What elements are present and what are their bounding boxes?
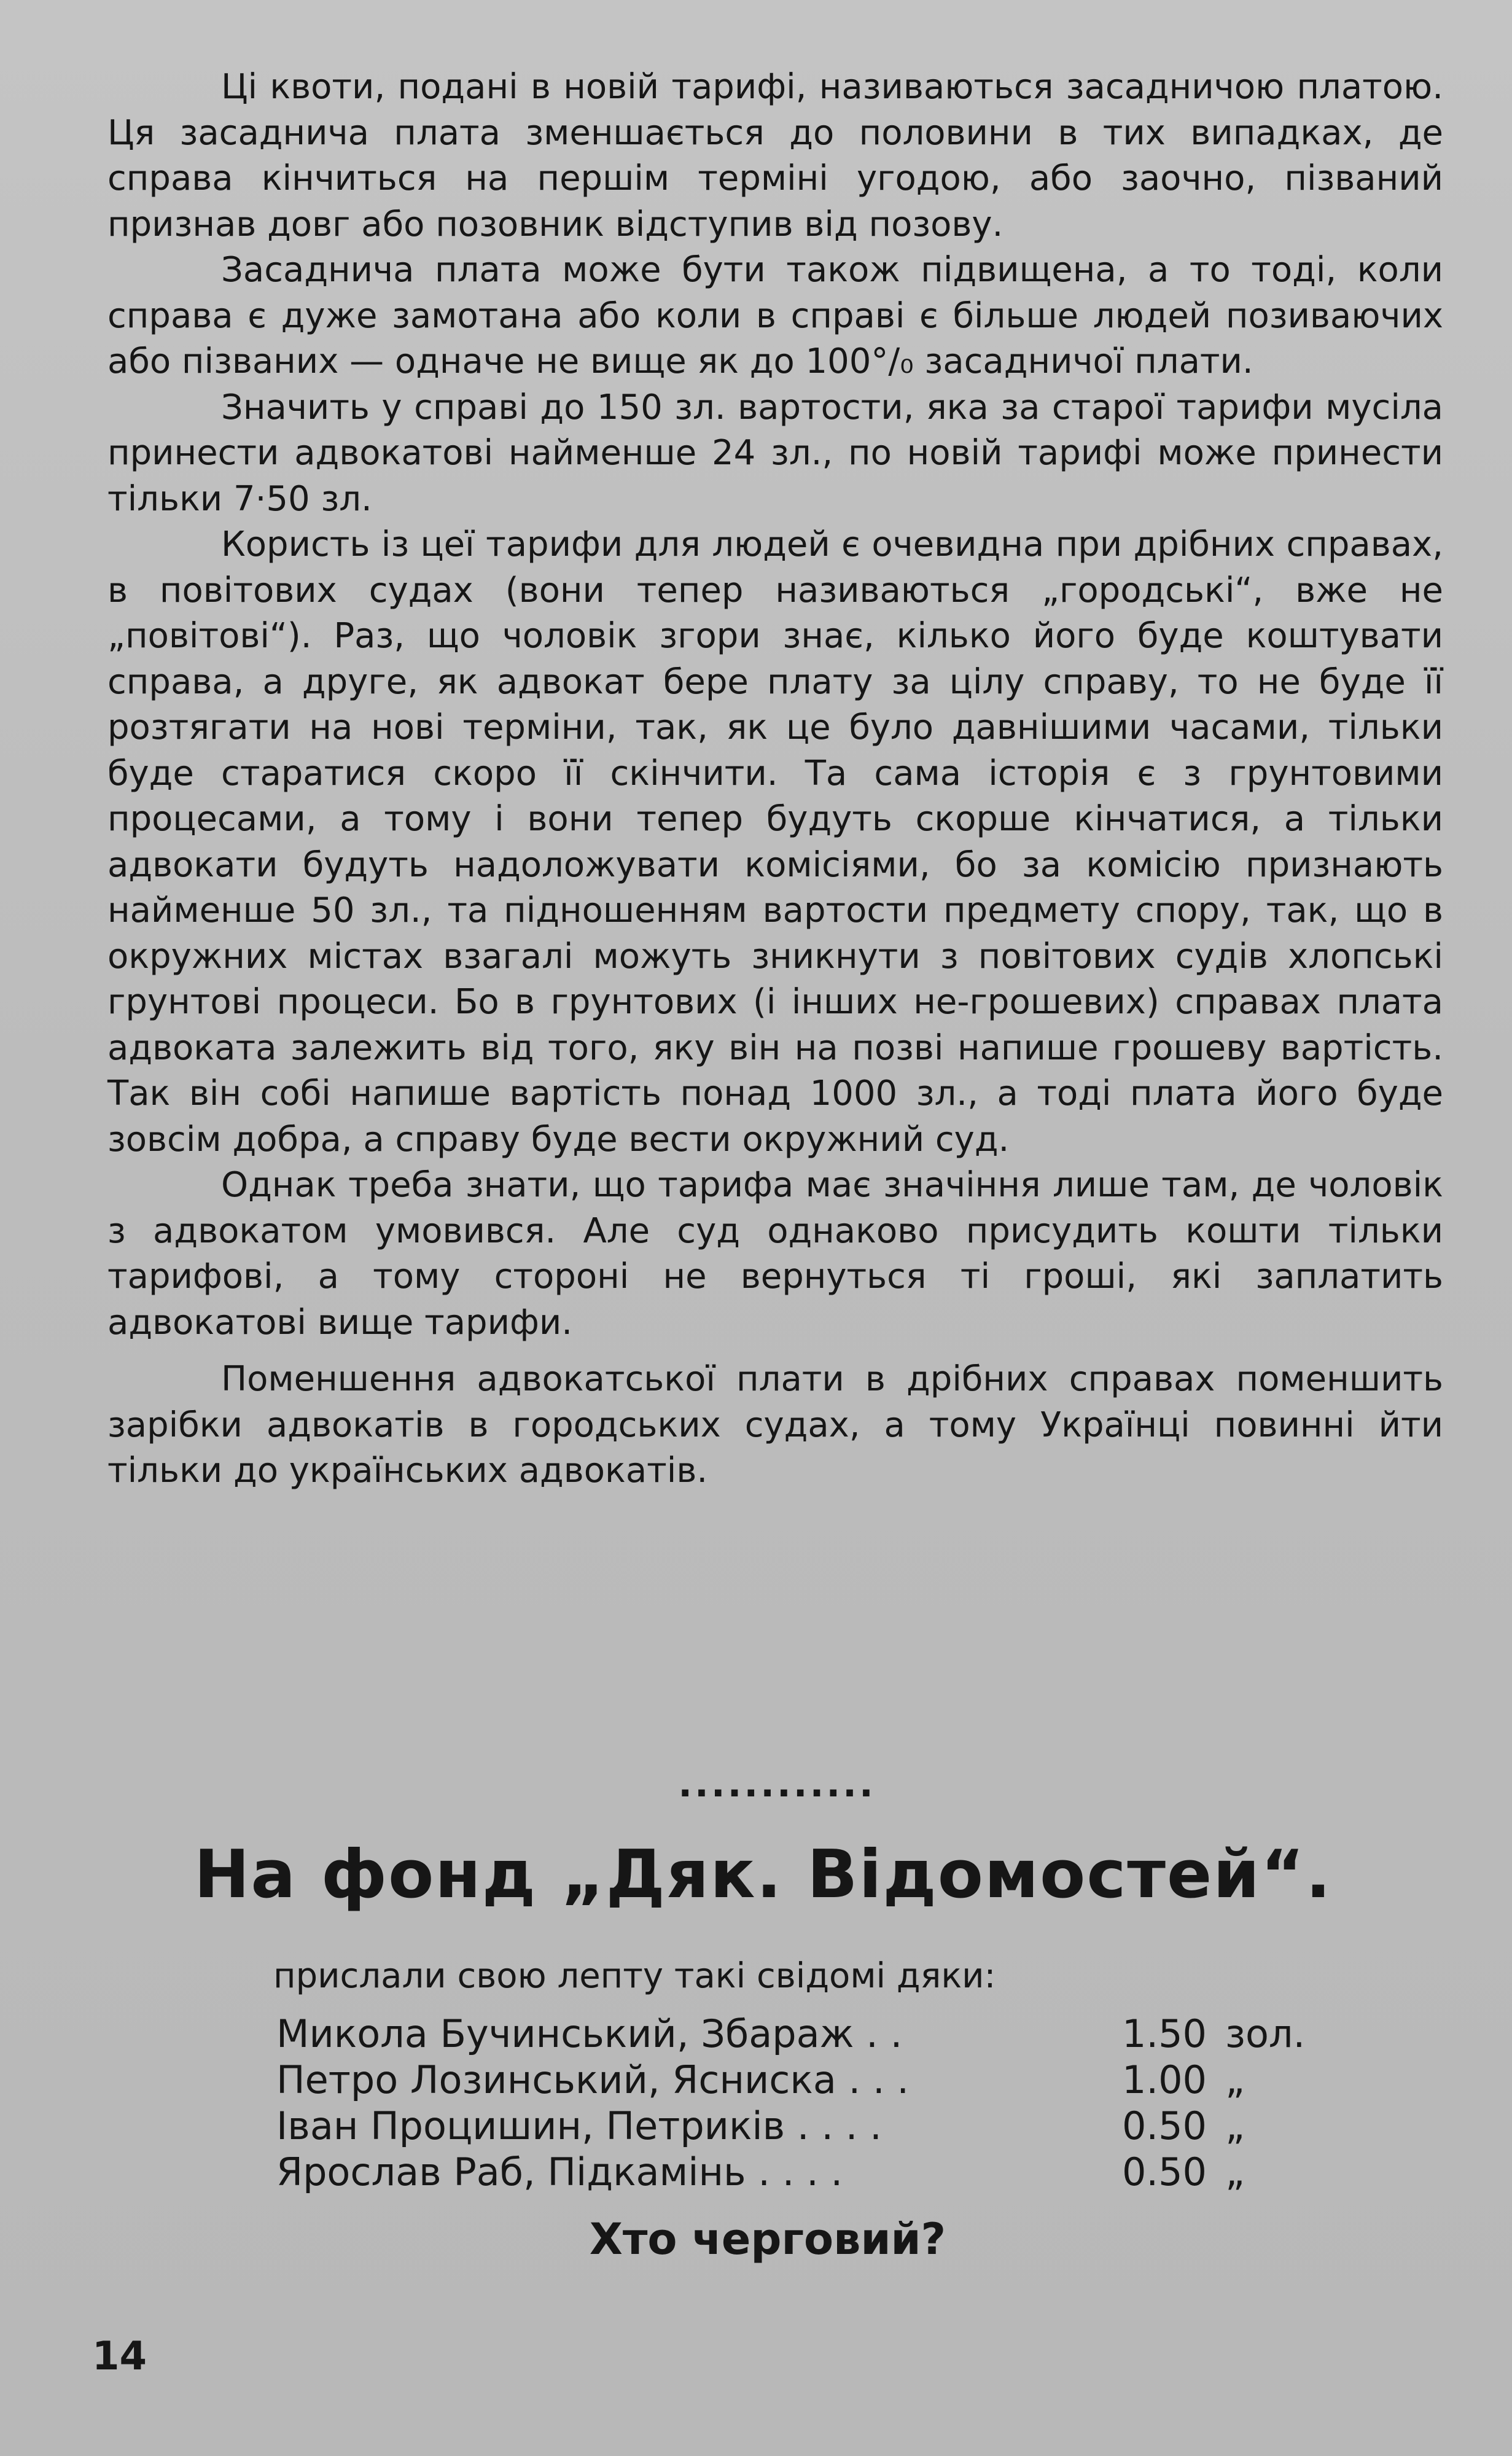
donor-amount: 0.50 — [1121, 2103, 1207, 2148]
donations-intro: прислали свою лепту такі свідомі дяки: — [273, 1956, 996, 1996]
donor-name: Ярослав Раб, Підкамінь . . . . — [276, 2150, 843, 2194]
page-number: 14 — [92, 2334, 147, 2379]
donor-row — [276, 2103, 1320, 2150]
closing-question: Хто черговий? — [589, 2214, 946, 2264]
donor-amount: 1.50 — [1121, 2011, 1207, 2056]
paragraph: Ці квоти, подані в новій тарифі, називаються засадничою платою. Ця засаднича плата зменшається до половини в тих випадках, де справа кінчиться на першім терміні угодою, або заочно, пізваний признав довг або позовник відступив від позову. — [107, 67, 1443, 244]
donor-name: Іван Процишин, Петриків . . . . — [276, 2103, 882, 2148]
paragraph: Однак треба знати, що тарифа має значіння лише там, де чоловік з адвокатом умовився. Але суд однаково присудить кошти тільки тарифові, а тому стороні не вернуться ті гроші, які заплатить адвокатові вище тарифи. — [107, 1165, 1443, 1343]
section-divider: ............ — [678, 1763, 876, 1806]
paragraph: Значить у справі до 150 зл. вартости, яка за старої тарифи мусіла принести адвокатові найменше 24 зл., по новій тарифі може принести тільки 7·50 зл. — [107, 387, 1443, 519]
donor-unit: „ — [1225, 2057, 1245, 2102]
donor-row — [276, 2150, 1320, 2196]
paragraph: Користь із цеї тарифи для людей є очевидна при дрібних справах, в повітових судах (вони тепер називаються „городські“, вже не „повітові“). Раз, що чоловік згори знає, кілько його буде коштувати справа, а друге, як адвокат бере плату за цілу справу, то не буде її розтягати на нові терміни, так, як це було давнішими часами, тільки буде старатися скоро її скінчити. Та сама історія є з грунтовими процесами, а тому і вони тепер будуть скорше кінчатися, а тільки адвокати будуть надоложувати комісіями, бо за комісію признають найменше 50 зл., та підношенням вартости предмету спору, так, що в окружних містах взагалі можуть зникнути з повітових судів хлопські грунтові процеси. Бо в грунтових (і інших не-грошевих) справах плата адвоката залежить від того, яку він на позві напише грошеву вартість. Так він собі напише вартість понад 1000 зл., а тоді плата його буде зовсім добра, а справу буде вести окружний суд. — [107, 524, 1443, 1160]
article-body — [107, 64, 1443, 1494]
donor-unit: зол. — [1225, 2011, 1306, 2056]
donor-unit: „ — [1225, 2103, 1245, 2148]
donor-row — [276, 2057, 1320, 2103]
paragraph: Засаднича плата може бути також підвищена, а то тоді, коли справа є дуже замотана або коли в справі є більше людей позиваючих або пізваних — одначе не вище як до 100°/₀ засадничої плати. — [107, 250, 1443, 381]
donor-unit: „ — [1225, 2150, 1245, 2194]
donor-amount: 1.00 — [1121, 2057, 1207, 2102]
donor-name: Микола Бучинський, Збараж . . — [276, 2011, 903, 2056]
donor-amount: 0.50 — [1121, 2150, 1207, 2194]
fund-heading: На фонд „Дяк. Відомостей“. — [194, 1836, 1332, 1913]
donor-row — [276, 2011, 1320, 2057]
donor-list — [276, 2011, 1320, 2196]
paragraph: Поменшення адвокатської плати в дрібних справах поменшить зарібки адвокатів в городських судах, а тому Українці повинні йти тільки до українських адвокатів. — [107, 1359, 1443, 1491]
donor-name: Петро Лозинський, Ясниска . . . — [276, 2057, 910, 2102]
